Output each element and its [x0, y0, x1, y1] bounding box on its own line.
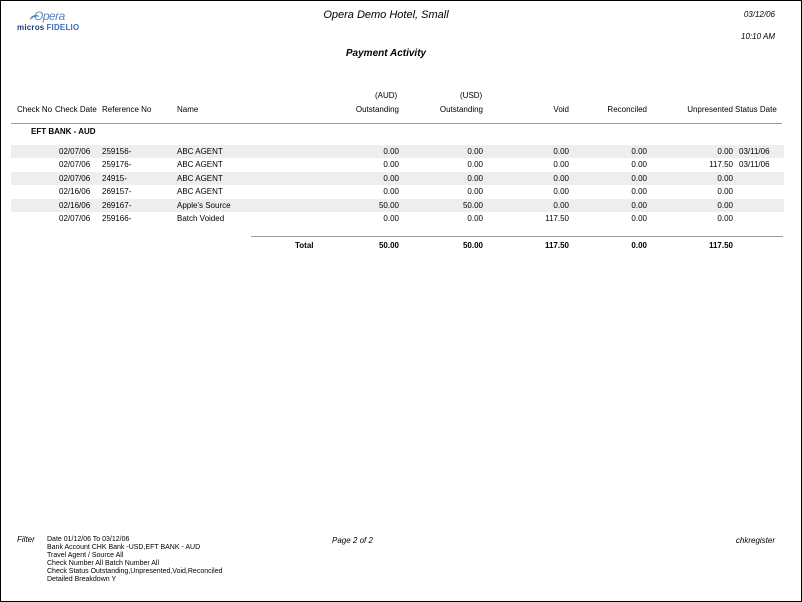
cell-void: 0.00	[553, 174, 569, 183]
total-void: 117.50	[544, 241, 569, 250]
filter-line: Date 01/12/06 To 03/12/06	[47, 536, 130, 543]
cell-name: Batch Voided	[177, 214, 225, 223]
cell-reference-no: 269157-	[102, 187, 132, 196]
report-date: 03/12/06	[743, 10, 775, 19]
cell-reference-no: 259156-	[102, 147, 132, 156]
filter-line: Bank Account CHK Bank -USD,EFT BANK - AUD	[47, 544, 201, 551]
cell-name: ABC AGENT	[177, 174, 223, 183]
micros-logo-text: micros	[17, 23, 45, 32]
cell-outstanding-usd: 0.00	[467, 214, 483, 223]
cell-reference-no: 24915-	[102, 174, 127, 183]
cell-void: 117.50	[545, 214, 569, 223]
cell-reconciled: 0.00	[631, 187, 647, 196]
total-reconciled: 0.00	[631, 241, 647, 250]
micros-fidelio-logo	[17, 23, 79, 32]
filter-line: Travel Agent / Source All	[47, 552, 124, 559]
filter-line: Check Status Outstanding,Unpresented,Void,Reconciled	[47, 568, 223, 575]
cell-unpresented: 0.00	[717, 174, 733, 183]
cell-outstanding-aud: 0.00	[383, 160, 399, 169]
cell-unpresented: 0.00	[717, 214, 733, 223]
totals-divider	[251, 236, 783, 237]
column-name: Name	[177, 105, 199, 114]
column-currency-aud: (AUD)	[375, 91, 398, 100]
totals-label: Total	[295, 241, 314, 250]
cell-name: Apple's Source	[177, 201, 231, 210]
column-outstanding-usd: Outstanding	[439, 105, 483, 114]
cell-void: 0.00	[553, 187, 569, 196]
cell-check-date: 02/07/06	[59, 174, 91, 183]
cell-reconciled: 0.00	[631, 174, 647, 183]
table-row	[11, 158, 784, 171]
cell-void: 0.00	[553, 147, 569, 156]
cell-outstanding-usd: 0.00	[467, 160, 483, 169]
table-row	[11, 185, 784, 198]
table-row	[11, 212, 784, 225]
filter-line: Detailed Breakdown Y	[47, 576, 117, 583]
header-divider	[11, 123, 782, 124]
cell-outstanding-aud: 0.00	[383, 187, 399, 196]
cell-outstanding-aud: 0.00	[383, 174, 399, 183]
cell-outstanding-aud: 0.00	[383, 147, 399, 156]
cell-name: ABC AGENT	[177, 160, 223, 169]
cell-reference-no: 259176-	[102, 160, 132, 169]
cell-check-date: 02/16/06	[59, 201, 91, 210]
group-label: EFT BANK - AUD	[31, 127, 96, 136]
table-row	[11, 172, 784, 185]
page-number: Page 2 of 2	[332, 536, 373, 545]
column-void: Void	[553, 105, 569, 114]
cell-unpresented: 0.00	[717, 187, 733, 196]
cell-name: ABC AGENT	[177, 147, 223, 156]
report-code: chkregister	[735, 536, 775, 545]
cell-status-date: 03/11/06	[739, 147, 770, 156]
cell-reference-no: 259166-	[102, 214, 132, 223]
cell-outstanding-aud: 50.00	[378, 201, 399, 210]
cell-outstanding-usd: 0.00	[467, 147, 483, 156]
filter-line: Check Number All Batch Number All	[47, 560, 160, 567]
cell-outstanding-aud: 0.00	[383, 214, 399, 223]
cell-void: 0.00	[553, 201, 569, 210]
column-reference-no: Reference No	[102, 105, 152, 114]
cell-outstanding-usd: 0.00	[467, 174, 483, 183]
cell-reference-no: 269167-	[102, 201, 132, 210]
total-unpresented: 117.50	[708, 241, 733, 250]
filter-label: Filter	[17, 535, 35, 544]
cell-status-date: 03/11/06	[739, 160, 770, 169]
table-row	[11, 199, 784, 212]
cell-check-date: 02/07/06	[59, 160, 91, 169]
cell-outstanding-usd: 0.00	[467, 187, 483, 196]
cell-reconciled: 0.00	[631, 201, 647, 210]
opera-logo-text: Opera	[34, 9, 65, 23]
cell-reconciled: 0.00	[631, 214, 647, 223]
cell-reconciled: 0.00	[631, 160, 647, 169]
column-reconciled: Reconciled	[607, 105, 647, 114]
report-time: 10:10 AM	[741, 32, 775, 41]
column-unpresented: Unpresented	[687, 105, 733, 114]
fidelio-logo-text: FIDELIO	[46, 23, 80, 32]
cell-unpresented: 117.50	[709, 160, 733, 169]
column-check-date: Check Date	[55, 105, 97, 114]
cell-check-date: 02/07/06	[59, 147, 91, 156]
cell-outstanding-usd: 50.00	[462, 201, 483, 210]
column-status-date: Status Date	[735, 105, 777, 114]
cell-unpresented: 0.00	[717, 201, 733, 210]
table-row	[11, 145, 784, 158]
column-currency-usd: (USD)	[460, 91, 483, 100]
cell-check-date: 02/07/06	[59, 214, 91, 223]
cell-name: ABC AGENT	[177, 187, 223, 196]
hotel-name: Opera Demo Hotel, Small	[323, 9, 449, 21]
total-outstanding-aud: 50.00	[378, 241, 399, 250]
cell-check-date: 02/16/06	[59, 187, 91, 196]
report-title: Payment Activity	[345, 48, 427, 59]
column-check-no: Check No	[17, 105, 53, 114]
total-outstanding-usd: 50.00	[462, 241, 483, 250]
cell-reconciled: 0.00	[631, 147, 647, 156]
column-outstanding-aud: Outstanding	[355, 105, 399, 114]
cell-void: 0.00	[553, 160, 569, 169]
cell-unpresented: 0.00	[717, 147, 733, 156]
